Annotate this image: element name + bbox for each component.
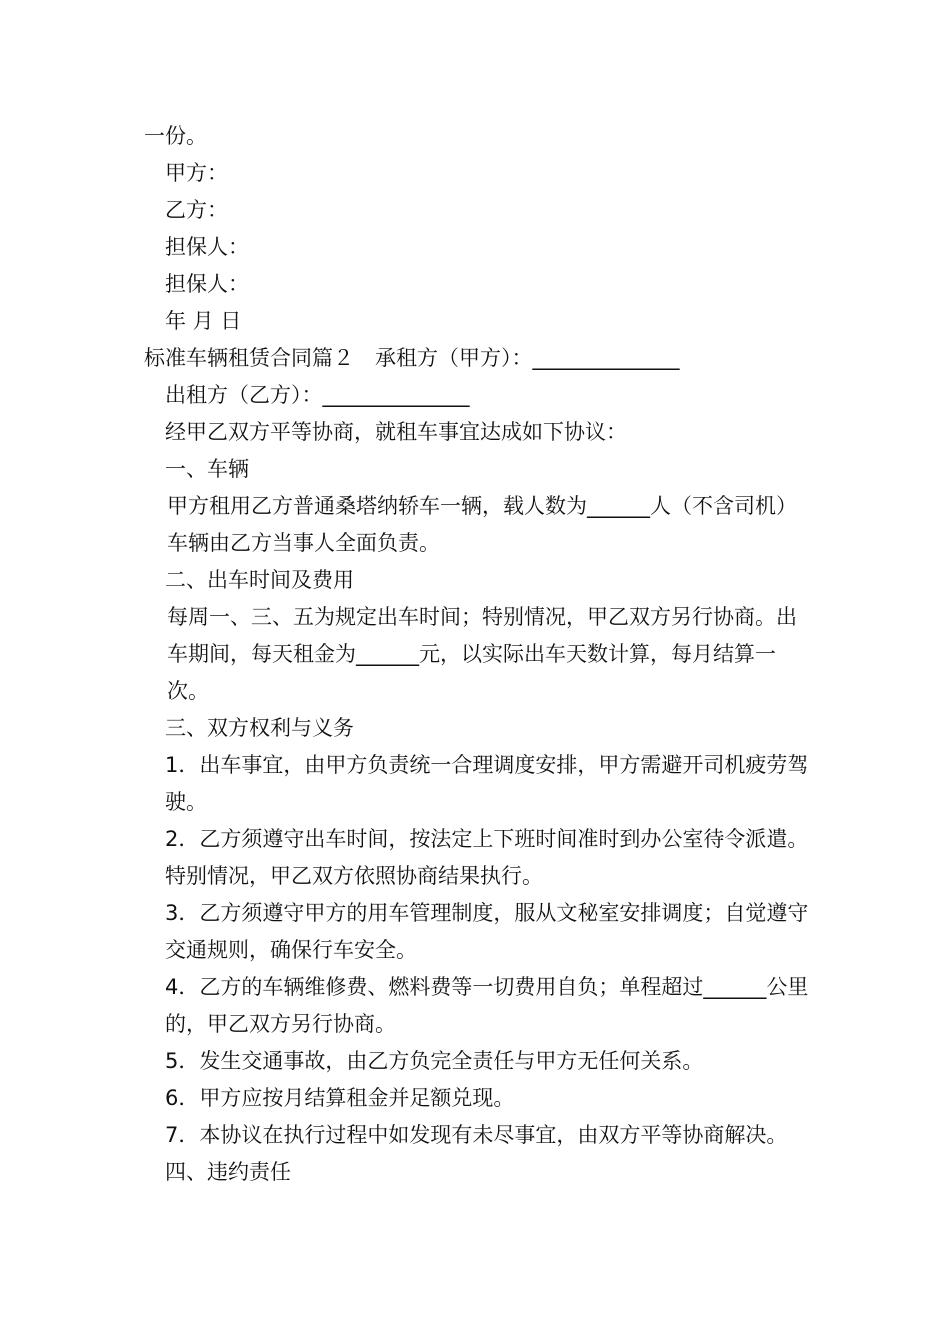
clause-item: 4．乙方的车辆维修费、燃料费等一切费用自负；单程超过______公里的，甲乙双方另行协商。 bbox=[165, 975, 809, 1036]
paragraph-party-a: 甲方： bbox=[165, 161, 228, 185]
clause-item: 7．本协议在执行过程中如发现有未尽事宜，由双方平等协商解决。 bbox=[165, 1123, 788, 1147]
clause-item: 5．发生交通事故，由乙方负完全责任与甲方无任何关系。 bbox=[165, 1049, 704, 1073]
paragraph-party-b: 乙方： bbox=[165, 198, 228, 222]
paragraph-time-and-fees: 每周一、三、五为规定出车时间；特别情况，甲乙双方另行协商。出车期间，每天租金为______元，以实际出车天数计算，每月结算一次。 bbox=[167, 605, 797, 703]
paragraph-date: 年 月 日 bbox=[165, 309, 242, 333]
heading-time-and-fees: 二、出车时间及费用 bbox=[165, 568, 354, 592]
paragraph-guarantor: 担保人： bbox=[165, 235, 249, 259]
heading-breach-liability: 四、违约责任 bbox=[165, 1160, 291, 1184]
paragraph-lessor: 出租方（乙方）：______________ bbox=[165, 383, 470, 407]
document-body bbox=[144, 118, 812, 1191]
clause-item: 2．乙方须遵守出车时间，按法定上下班时间准时到办公室待令派遣。特别情况，甲乙双方依照协商结果执行。 bbox=[165, 827, 809, 888]
paragraph-vehicle: 甲方租用乙方普通桑塔纳轿车一辆，载人数为______人（不含司机）车辆由乙方当事人全面负责。 bbox=[167, 494, 797, 555]
clause-item: 1．出车事宜，由甲方负责统一合理调度安排，甲方需避开司机疲劳驾驶。 bbox=[165, 753, 809, 814]
paragraph-preamble: 经甲乙双方平等协商，就租车事宜达成如下协议： bbox=[165, 420, 627, 444]
paragraph: 一份。 bbox=[144, 124, 207, 148]
clause-item: 6．甲方应按月结算租金并足额兑现。 bbox=[165, 1086, 515, 1110]
paragraph-guarantor: 担保人： bbox=[165, 272, 249, 296]
heading-vehicle: 一、车辆 bbox=[165, 457, 249, 481]
section-heading-contract-2: 标准车辆租赁合同篇２ 承租方（甲方）：______________ bbox=[144, 346, 680, 370]
heading-rights-and-obligations: 三、双方权利与义务 bbox=[165, 716, 354, 740]
clause-item: 3．乙方须遵守甲方的用车管理制度，服从文秘室安排调度；自觉遵守交通规则，确保行车安全。 bbox=[165, 901, 809, 962]
